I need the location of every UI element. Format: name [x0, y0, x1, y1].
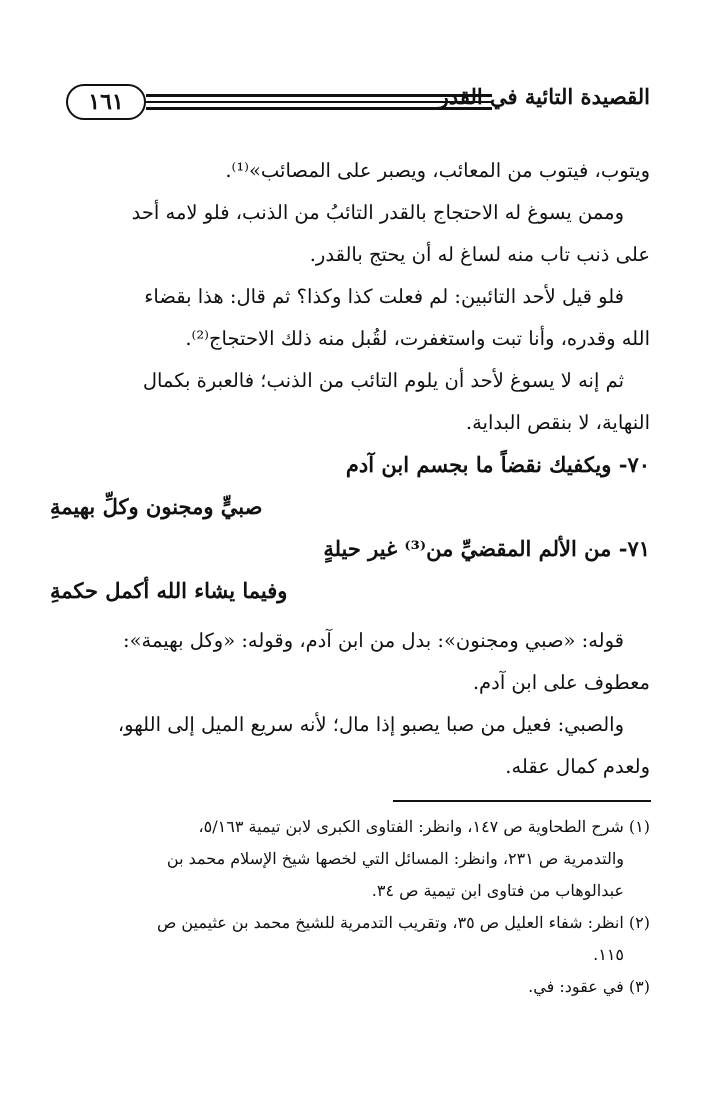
verse-71-first-hemistich: ٧١- من الألم المقضيِّ من⁽³⁾ غير حيلةٍ — [323, 536, 650, 561]
paragraph-continuation: النهاية، لا بنقص البداية. — [465, 411, 650, 434]
footnote-2-continuation: ١١٥. — [593, 945, 624, 964]
footnote-3: (٣) في عقود: في. — [528, 977, 650, 996]
verse-70-first-hemistich: ٧٠- ويكفيك نقضاً ما بجسم ابن آدم — [345, 452, 650, 477]
footnotes — [50, 812, 650, 1004]
paragraph-continuation: على ذنب تاب منه لساغ له أن يحتج بالقدر. — [309, 243, 650, 266]
footnote-1-continuation: عبدالوهاب من فتاوى ابن تيمية ص ٣٤. — [371, 881, 624, 900]
page-number: ١٦١ — [66, 84, 146, 120]
paragraph: وممن يسوغ له الاحتجاج بالقدر التائبُ من الذنب، فلو لامه أحد — [131, 201, 624, 224]
commentary-paragraph: قوله: «صبي ومجنون»: بدل من ابن آدم، وقوله: «وكل بهيمة»: — [123, 629, 624, 652]
running-title: القصيدة التائية في القدر — [438, 84, 650, 109]
paragraph: فلو قيل لأحد التائبين: لم فعلت كذا وكذا؟ ثم قال: هذا بقضاء — [144, 285, 624, 308]
footnote-2: (٢) انظر: شفاء العليل ص ٣٥، وتقريب التدمرية للشيخ محمد بن عثيمين ص — [156, 913, 650, 932]
footnote-1-continuation: والتدمرية ص ٢٣١، وانظر: المسائل التي لخصها شيخ الإسلام محمد بن — [166, 849, 624, 868]
footnote-separator — [393, 800, 651, 802]
footnote-1: (١) شرح الطحاوية ص ١٤٧، وانظر: الفتاوى الكبرى لابن تيمية ٥/١٦٣، — [198, 817, 650, 836]
paragraph-continuation: الله وقدره، وأنا تبت واستغفرت، لقُبل منه ذلك الاحتجاج⁽²⁾. — [185, 327, 650, 350]
main-text — [50, 150, 650, 788]
commentary-paragraph: والصبي: فعيل من صبا يصبو إذا مال؛ لأنه سريع الميل إلى اللهو، — [117, 713, 624, 736]
page-header — [66, 84, 650, 124]
paragraph: ثم إنه لا يسوغ لأحد أن يلوم التائب من الذنب؛ فالعبرة بكمال — [142, 369, 624, 392]
commentary-continuation: معطوف على ابن آدم. — [472, 671, 650, 694]
verse-71-second-hemistich: وفيما يشاء الله أكمل حكمةِ — [50, 578, 288, 603]
paragraph: ويتوب، فيتوب من المعائب، ويصبر على المصائب»⁽¹⁾. — [225, 159, 650, 182]
verse-70-second-hemistich: صبيٍّ ومجنون وكلِّ بهيمةِ — [50, 494, 263, 519]
commentary-continuation: ولعدم كمال عقله. — [505, 755, 650, 778]
